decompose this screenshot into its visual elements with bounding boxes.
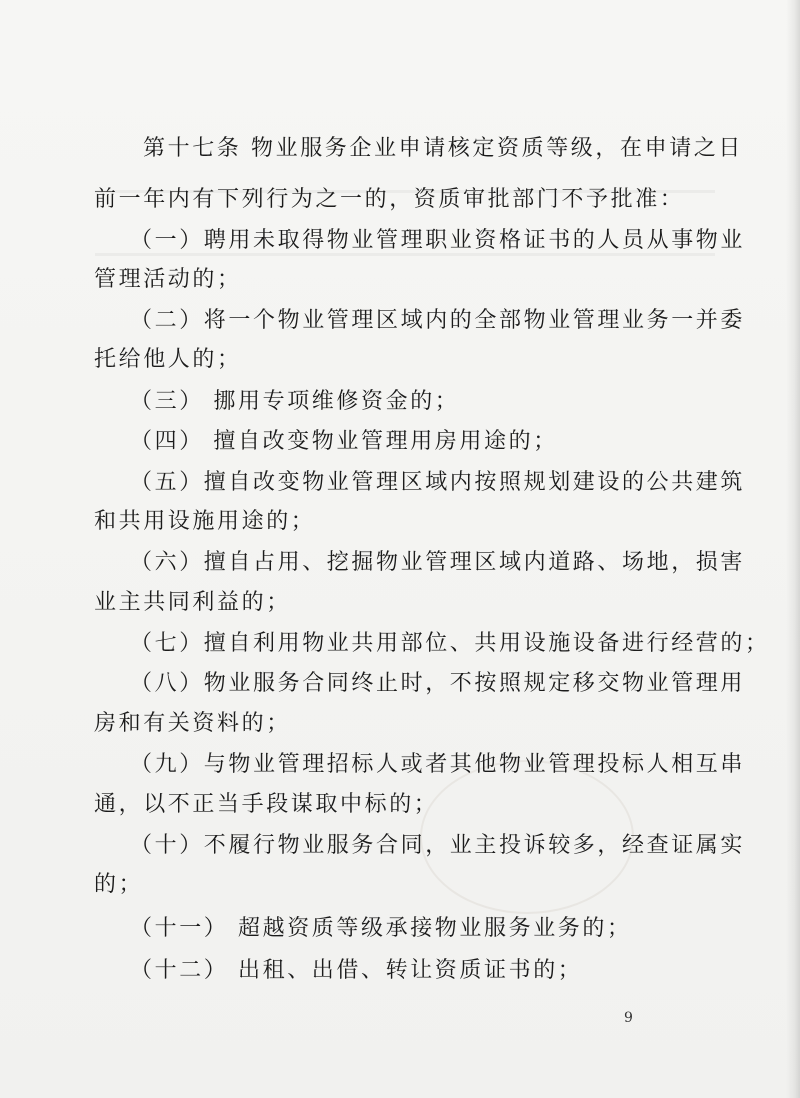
text-line: （十二） 出租、出借、转让资质证书的； bbox=[130, 958, 583, 983]
text-line: （五）擅自改变物业管理区域内按照规划建设的公共建筑 bbox=[130, 470, 746, 495]
text-line: （十一） 超越资质等级承接物业服务业务的； bbox=[130, 916, 632, 941]
text-line: （四） 擅自改变物业管理用房用途的； bbox=[130, 429, 558, 454]
text-line: 托给他人的； bbox=[94, 347, 242, 372]
text-line: 管理活动的； bbox=[94, 267, 242, 292]
text-line: 业主共同利益的； bbox=[94, 590, 291, 615]
text-line: （七）擅自利用物业共用部位、共用设施设备进行经营的； bbox=[130, 631, 770, 656]
text-line: 第十七条 物业服务企业申请核定资质等级，在申请之日 bbox=[143, 136, 743, 161]
text-line: （九）与物业管理招标人或者其他物业管理投标人相互串 bbox=[130, 752, 746, 777]
text-line: 前一年内有下列行为之一的，资质审批部门不予批准： bbox=[94, 187, 685, 212]
text-line: （十）不履行物业服务合同，业主投诉较多，经查证属实 bbox=[130, 833, 746, 858]
text-line: 的； bbox=[94, 872, 144, 897]
text-line: （二）将一个物业管理区域内的全部物业管理业务一并委 bbox=[130, 308, 746, 333]
text-line: （三） 挪用专项维修资金的； bbox=[130, 389, 460, 414]
text-line: 通，以不正当手段谋取中标的； bbox=[94, 792, 439, 817]
scan-edge-shadow bbox=[786, 0, 800, 1098]
text-line: 和共用设施用途的； bbox=[94, 509, 316, 534]
text-line: （一）聘用未取得物业管理职业资格证书的人员从事物业 bbox=[130, 228, 746, 253]
page-number: 9 bbox=[624, 1010, 633, 1026]
text-line: （八）物业服务合同终止时，不按照规定移交物业管理用 bbox=[130, 671, 746, 696]
text-line: 房和有关资料的； bbox=[94, 711, 291, 736]
text-line: （六）擅自占用、挖掘物业管理区域内道路、场地，损害 bbox=[130, 550, 746, 575]
